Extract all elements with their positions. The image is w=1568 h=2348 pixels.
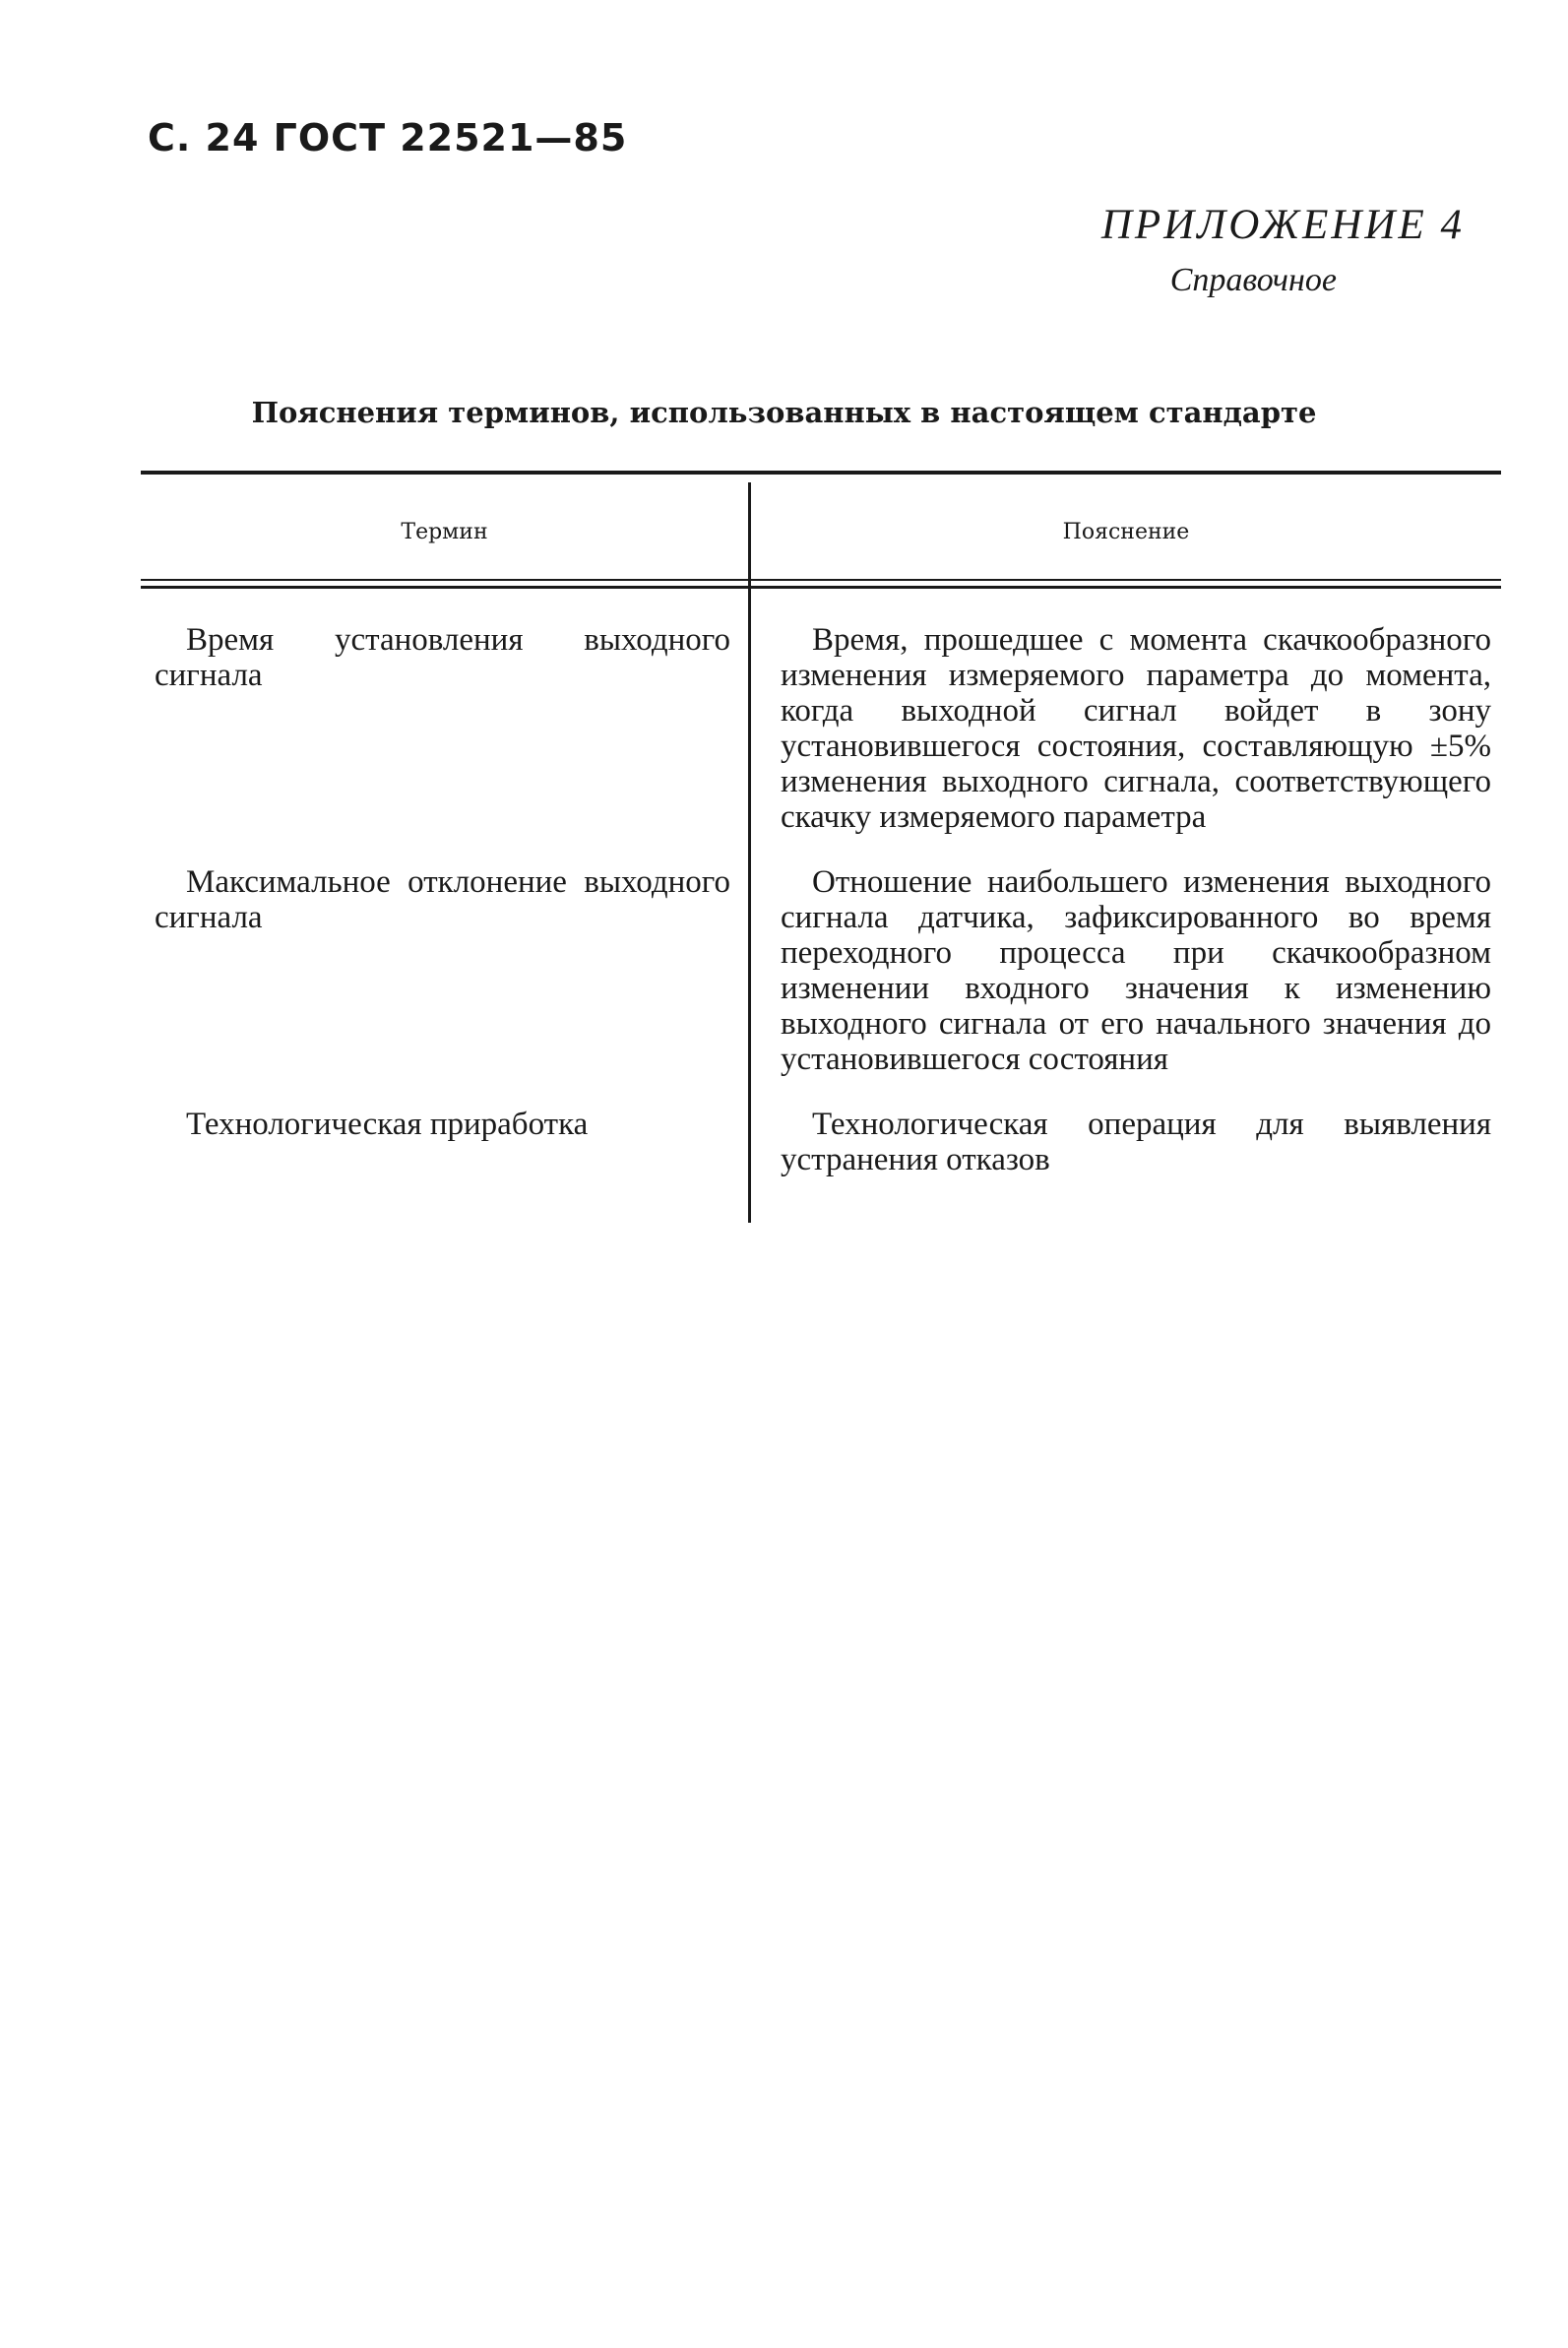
table-row-explanation: Технологическая операция для выявления устранения отказов bbox=[781, 1107, 1491, 1177]
column-header-explanation: Пояснение bbox=[1062, 520, 1190, 544]
table-row-term: Время установления выходного сигнала bbox=[155, 622, 730, 693]
column-header-term: Термин bbox=[401, 520, 488, 544]
table-row-term: Максимальное отклонение выходного сигнала bbox=[155, 864, 730, 935]
appendix-label: ПРИЛОЖЕНИЕ 4 bbox=[1100, 202, 1465, 248]
table-row-term: Технологическая приработка bbox=[186, 1107, 589, 1142]
appendix-type: Справочное bbox=[1169, 262, 1337, 298]
document-title: Пояснения терминов, использованных в настоящем стандарте bbox=[251, 396, 1317, 429]
header-rule-double bbox=[141, 586, 1501, 589]
table-top-rule bbox=[141, 471, 1501, 475]
terms-table bbox=[141, 471, 1501, 1224]
table-row-explanation: Время, прошедшее с момента скачкообразного изменения измеряемого параметра до момента, когда выходной сигнал войдет в зону установившегося состояния, составляющую ±5% изменения выходного сигнала, соответствующего скачку измеряемого параметра bbox=[781, 622, 1491, 835]
header-rule bbox=[141, 579, 1501, 581]
table-row-explanation: Отношение наибольшего изменения выходного сигнала датчика, зафиксированного во время переходного процесса при скачкообразном изменении входного значения к изменению выходного сигнала от его начального значения до установившегося состояния bbox=[781, 864, 1491, 1077]
page-header: С. 24 ГОСТ 22521—85 bbox=[148, 116, 628, 159]
column-divider bbox=[748, 482, 751, 1223]
